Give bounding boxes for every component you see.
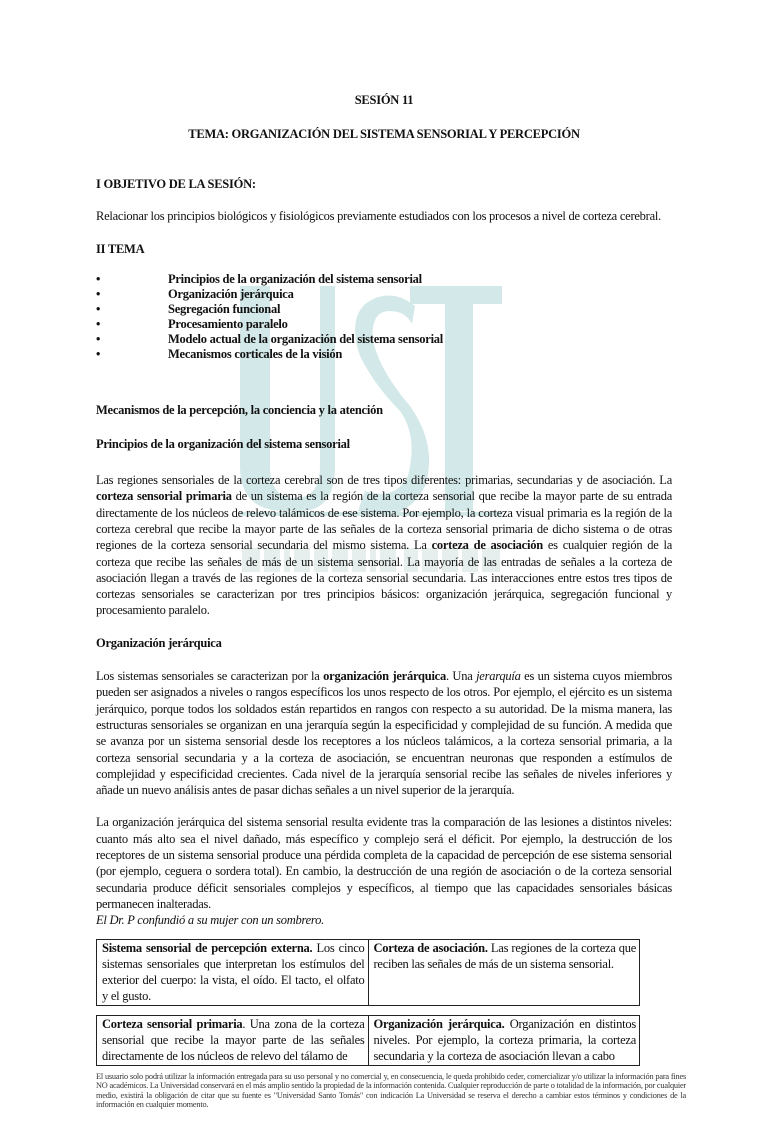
topic-item: • Modelo actual de la organización del sistema sensorial <box>96 332 672 347</box>
glossary-term: Corteza de asociación. <box>373 940 488 955</box>
glossary-definition: Los cinco sistemas sensoriales que interpretan los estímulos del exterior del cuerpo: la vista, el oído. El tacto, el olfato y el gusto. <box>102 940 365 1004</box>
glossary-term: Organización jerárquica. <box>373 1016 505 1031</box>
glossary-cell <box>97 1015 369 1065</box>
glossary-definition: Las regiones de la corteza que reciben las señales de más de un sistema sensorial. <box>373 940 636 971</box>
footer-disclaimer: El usuario solo podrá utilizar la información entregada para su uso personal y no comercial y, en consecuencia, le queda prohibido ceder, comercializar y/o utilizar la información para fines NO académicos. La Universidad conservará en el más amplio sentido la propiedad de la información contenida. Cualquier reproducción de parte o totalidad de la información, por cualquier medio, existirá la obligación de citar que su fuente es "Universidad Santo Tomás" con indicación La Universidad se reserva el derecho a cambiar estos términos y condiciones de la información en cualquier momento. <box>96 1071 686 1110</box>
glossary-table <box>96 939 640 1006</box>
hierarchy-paragraph-2: La organización jerárquica del sistema sensorial resulta evidente tras la comparación de las lesiones a distintos niveles: cuanto más alto sea el nivel dañado, más específico y complejo será el déficit. Por ejemplo, la destrucción de los receptores de un sistema sensorial produce una pérdida completa de la capacidad de percepción de ese sistema sensorial (por ejemplo, ceguera o sordera total). En cambio, la destrucción de una región de asociación o de la corteza sensorial secundaria produce déficit sensoriales complejos y específicos, al tiempo que las capacidades sensoriales básicas permanecen inalteradas. <box>96 815 672 911</box>
section-heading-hierarchy: Organización jerárquica <box>96 635 222 650</box>
topic-item: • Principios de la organización del sistema sensorial <box>96 272 672 287</box>
section-heading-mechanisms: Mecanismos de la percepción, la conciencia y la atención <box>96 403 383 418</box>
objective-heading: I OBJETIVO DE LA SESIÓN: <box>96 176 256 191</box>
glossary-term: Corteza sensorial primaria <box>102 1016 243 1031</box>
topic-item: • Mecanismos corticales de la visión <box>96 347 672 362</box>
principles-paragraph: Las regiones sensoriales de la corteza cerebral son de tres tipos diferentes: primarias, secundarias y de asociación. La corteza sensorial primaria de un sistema es la región de la corteza sensorial que recibe la mayor parte de su entrada directamente de los núcleos de relevo talámicos de ese sistema. Por ejemplo, la corteza visual primaria es la región de la corteza cerebral que recibe la mayor parte de las señales de la corteza sensorial primaria de dicho sistema o de otras regiones de la corteza sensorial secundaria del mismo sistema. La corteza de asociación es cualquier región de la corteza que recibe las señales de más de un sistema sensorial. La mayoría de las entradas de señales a la corteza de asociación llegan a través de las regiones de la corteza sensorial secundaria. Las interacciones entre estos tres tipos de cortezas sensoriales se caracterizan por tres principios básicos: organización jerárquica, segregación funcional y procesamiento paralelo. <box>96 473 673 618</box>
italic-reference: El Dr. P confundió a su mujer con un sombrero. <box>96 913 324 928</box>
glossary-definition: . Una zona de la corteza sensorial que recibe la mayor parte de las señales directamente de los núcleos de relevo del tálamo de <box>102 1016 365 1064</box>
glossary-definition: Organización en distintos niveles. Por ejemplo, la corteza primaria, la corteza secundaria y la corteza de asociación llevan a cabo <box>373 1016 636 1064</box>
objective-text: Relacionar los principios biológicos y fisiológicos previamente estudiados con los procesos a nivel de corteza cerebral. <box>96 208 661 223</box>
section-heading-principles: Principios de la organización del sistema sensorial <box>96 436 350 451</box>
topic-item: • Organización jerárquica <box>96 287 672 302</box>
glossary-cell <box>368 1015 640 1065</box>
glossary <box>96 939 672 1066</box>
glossary-cell <box>97 939 369 1005</box>
topic-list-heading: II TEMA <box>96 242 145 257</box>
hierarchy-paragraph-1: Los sistemas sensoriales se caracterizan por la organización jerárquica. Una jerarquía es un sistema cuyos miembros pueden ser asignados a niveles o rangos específicos los unos respecto de los otros. Por ejemplo, el ejército es un sistema jerárquico, porque todos los soldados están repartidos en rangos con respecto a su autoridad. De la misma manera, las estructuras sensoriales se organizan en una jerarquía según la especificidad y complejidad de su función. A medida que se avanza por un sistema sensorial desde los receptores a los núcleos talámicos, a la corteza sensorial primaria, a la corteza sensorial secundaria y a la corteza de asociación, se encuentran neuronas que responden a estímulos de complejidad y especificidad crecientes. Cada nivel de la jerarquía sensorial recibe las señales de niveles inferiores y añade un nuevo análisis antes de pasar dichas señales a un nivel superior de la jerarquía. <box>96 669 672 798</box>
glossary-cell <box>368 939 640 1005</box>
topic-item: • Segregación funcional <box>96 302 672 317</box>
glossary-table <box>96 1015 640 1066</box>
topic-list <box>96 272 672 362</box>
topic-title: TEMA: ORGANIZACIÓN DEL SISTEMA SENSORIAL Y PERCEPCIÓN <box>188 127 580 142</box>
glossary-row <box>97 939 640 1005</box>
document-page <box>96 0 686 1130</box>
session-title: SESIÓN 11 <box>354 93 414 107</box>
glossary-row <box>97 1015 640 1065</box>
glossary-term: Sistema sensorial de percepción externa. <box>102 940 313 955</box>
topic-item: • Procesamiento paralelo <box>96 317 672 332</box>
